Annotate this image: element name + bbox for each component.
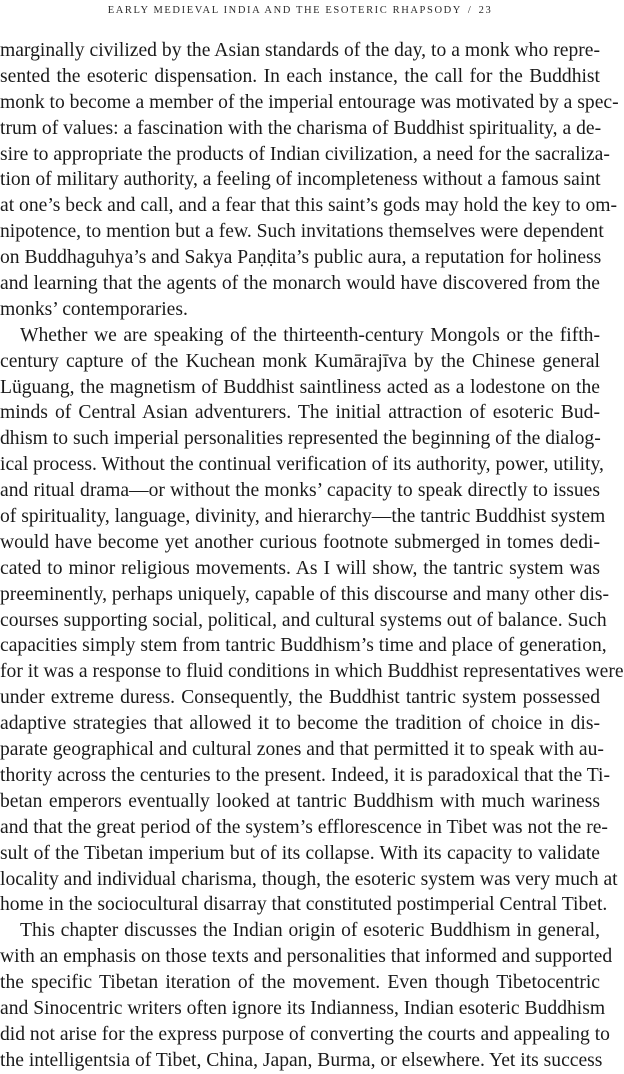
running-head-separator: / [467,5,473,16]
text-line: preeminently, perhaps uniquely, capable of this discourse and many other dis- [0,583,610,605]
text-line: courses supporting social, political, and cultural systems out of balance. Such [0,609,607,631]
text-line: minds of Central Asian adventurers. The initial attraction of esoteric Bud- [0,402,600,424]
text-line: and Sinocentric writers often ignore its Indianness, Indian esoteric Buddhism [0,997,606,1019]
text-line: Whether we are speaking of the thirteenth-century Mongols or the fifth- [20,324,600,346]
text-line: sented the esoteric dispensation. In each instance, the call for the Buddhist [0,65,600,87]
text-line: for it was a response to fluid conditions in which Buddhist representatives were [0,661,624,683]
text-line: trum of values: a fascination with the charisma of Buddhist spirituality, a de- [0,117,602,139]
text-line: on Buddhaguhya’s and Sakya Paṇḍita’s public aura, a reputation for holiness [0,247,602,269]
text-line: cated to minor religious movements. As I will show, the tantric system was [0,557,600,579]
paragraph [0,323,624,918]
paragraph [0,38,619,323]
text-line: sult of the Tibetan imperium but of its collapse. With its capacity to validate [0,842,600,864]
text-line: under extreme duress. Consequently, the Buddhist tantric system possessed [0,687,600,709]
text-line: monks’ contemporaries. [0,298,188,320]
text-line: capacities simply stem from tantric Buddhism’s time and place of generation, [0,635,607,657]
text-line: sire to appropriate the products of Indian civilization, a need for the sacraliza- [0,143,610,165]
text-line: home in the sociocultural disarray that constituted postimperial Central Tibet. [0,894,608,916]
text-line: Lüguang, the magnetism of Buddhist saintliness acted as a lodestone on the [0,376,600,398]
text-line: and ritual drama—or without the monks’ capacity to speak directly to issues [0,480,600,502]
text-line: would have become yet another curious footnote submerged in tomes dedi- [0,531,600,553]
text-line: and that the great period of the system’s efflorescence in Tibet was not the re- [0,816,608,838]
text-line: did not arise for the express purpose of converting the courts and appealing to [0,1023,610,1045]
text-line: marginally civilized by the Asian standards of the day, to a monk who repre- [0,40,600,61]
text-line: tion of military authority, a feeling of incompleteness without a famous saint [0,169,601,191]
text-line: dhism to such imperial personalities represented the beginning of the dialog- [0,428,601,450]
text-line: monk to become a member of the imperial entourage was motivated by a spec- [0,91,619,113]
text-line: at one’s beck and call, and a fear that this saint’s gods may hold the key to om- [0,195,618,217]
text-line: with an emphasis on those texts and personalities that informed and supported [0,946,613,968]
text-line: the intelligentsia of Tibet, China, Japan, Burma, or elsewhere. Yet its success [0,1049,603,1071]
paragraph [0,918,613,1073]
running-head [0,5,600,16]
text-line: This chapter discusses the Indian origin of esoteric Buddhism in general, [20,920,600,942]
text-line: ical process. Without the continual verification of its authority, power, utility, [0,454,604,476]
text-line: the specific Tibetan iteration of the movement. Even though Tibetocentric [0,972,600,994]
text-line: of spirituality, language, divinity, and hierarchy—the tantric Buddhist system [0,506,606,528]
text-line: adaptive strategies that allowed it to become the tradition of choice in dis- [0,713,600,735]
text-line: betan emperors eventually looked at tantric Buddhism with much wariness [0,790,600,812]
text-line: century capture of the Kuchean monk Kumārajīva by the Chinese general [0,350,600,372]
text-line: thority across the centuries to the present. Indeed, it is paradoxical that the Ti- [0,764,610,786]
text-line: locality and individual charisma, though, the esoteric system was very much at [0,868,618,890]
text-line: nipotence, to mention but a few. Such invitations themselves were dependent [0,221,604,243]
page-number: 23 [478,5,493,16]
running-head-title: EARLY MEDIEVAL INDIA AND THE ESOTERIC RHAPSODY [107,5,462,16]
body-text [0,38,624,1074]
text-line: parate geographical and cultural zones and that permitted it to speak with au- [0,739,604,761]
text-line: and learning that the agents of the monarch would have discovered from the [0,273,600,295]
